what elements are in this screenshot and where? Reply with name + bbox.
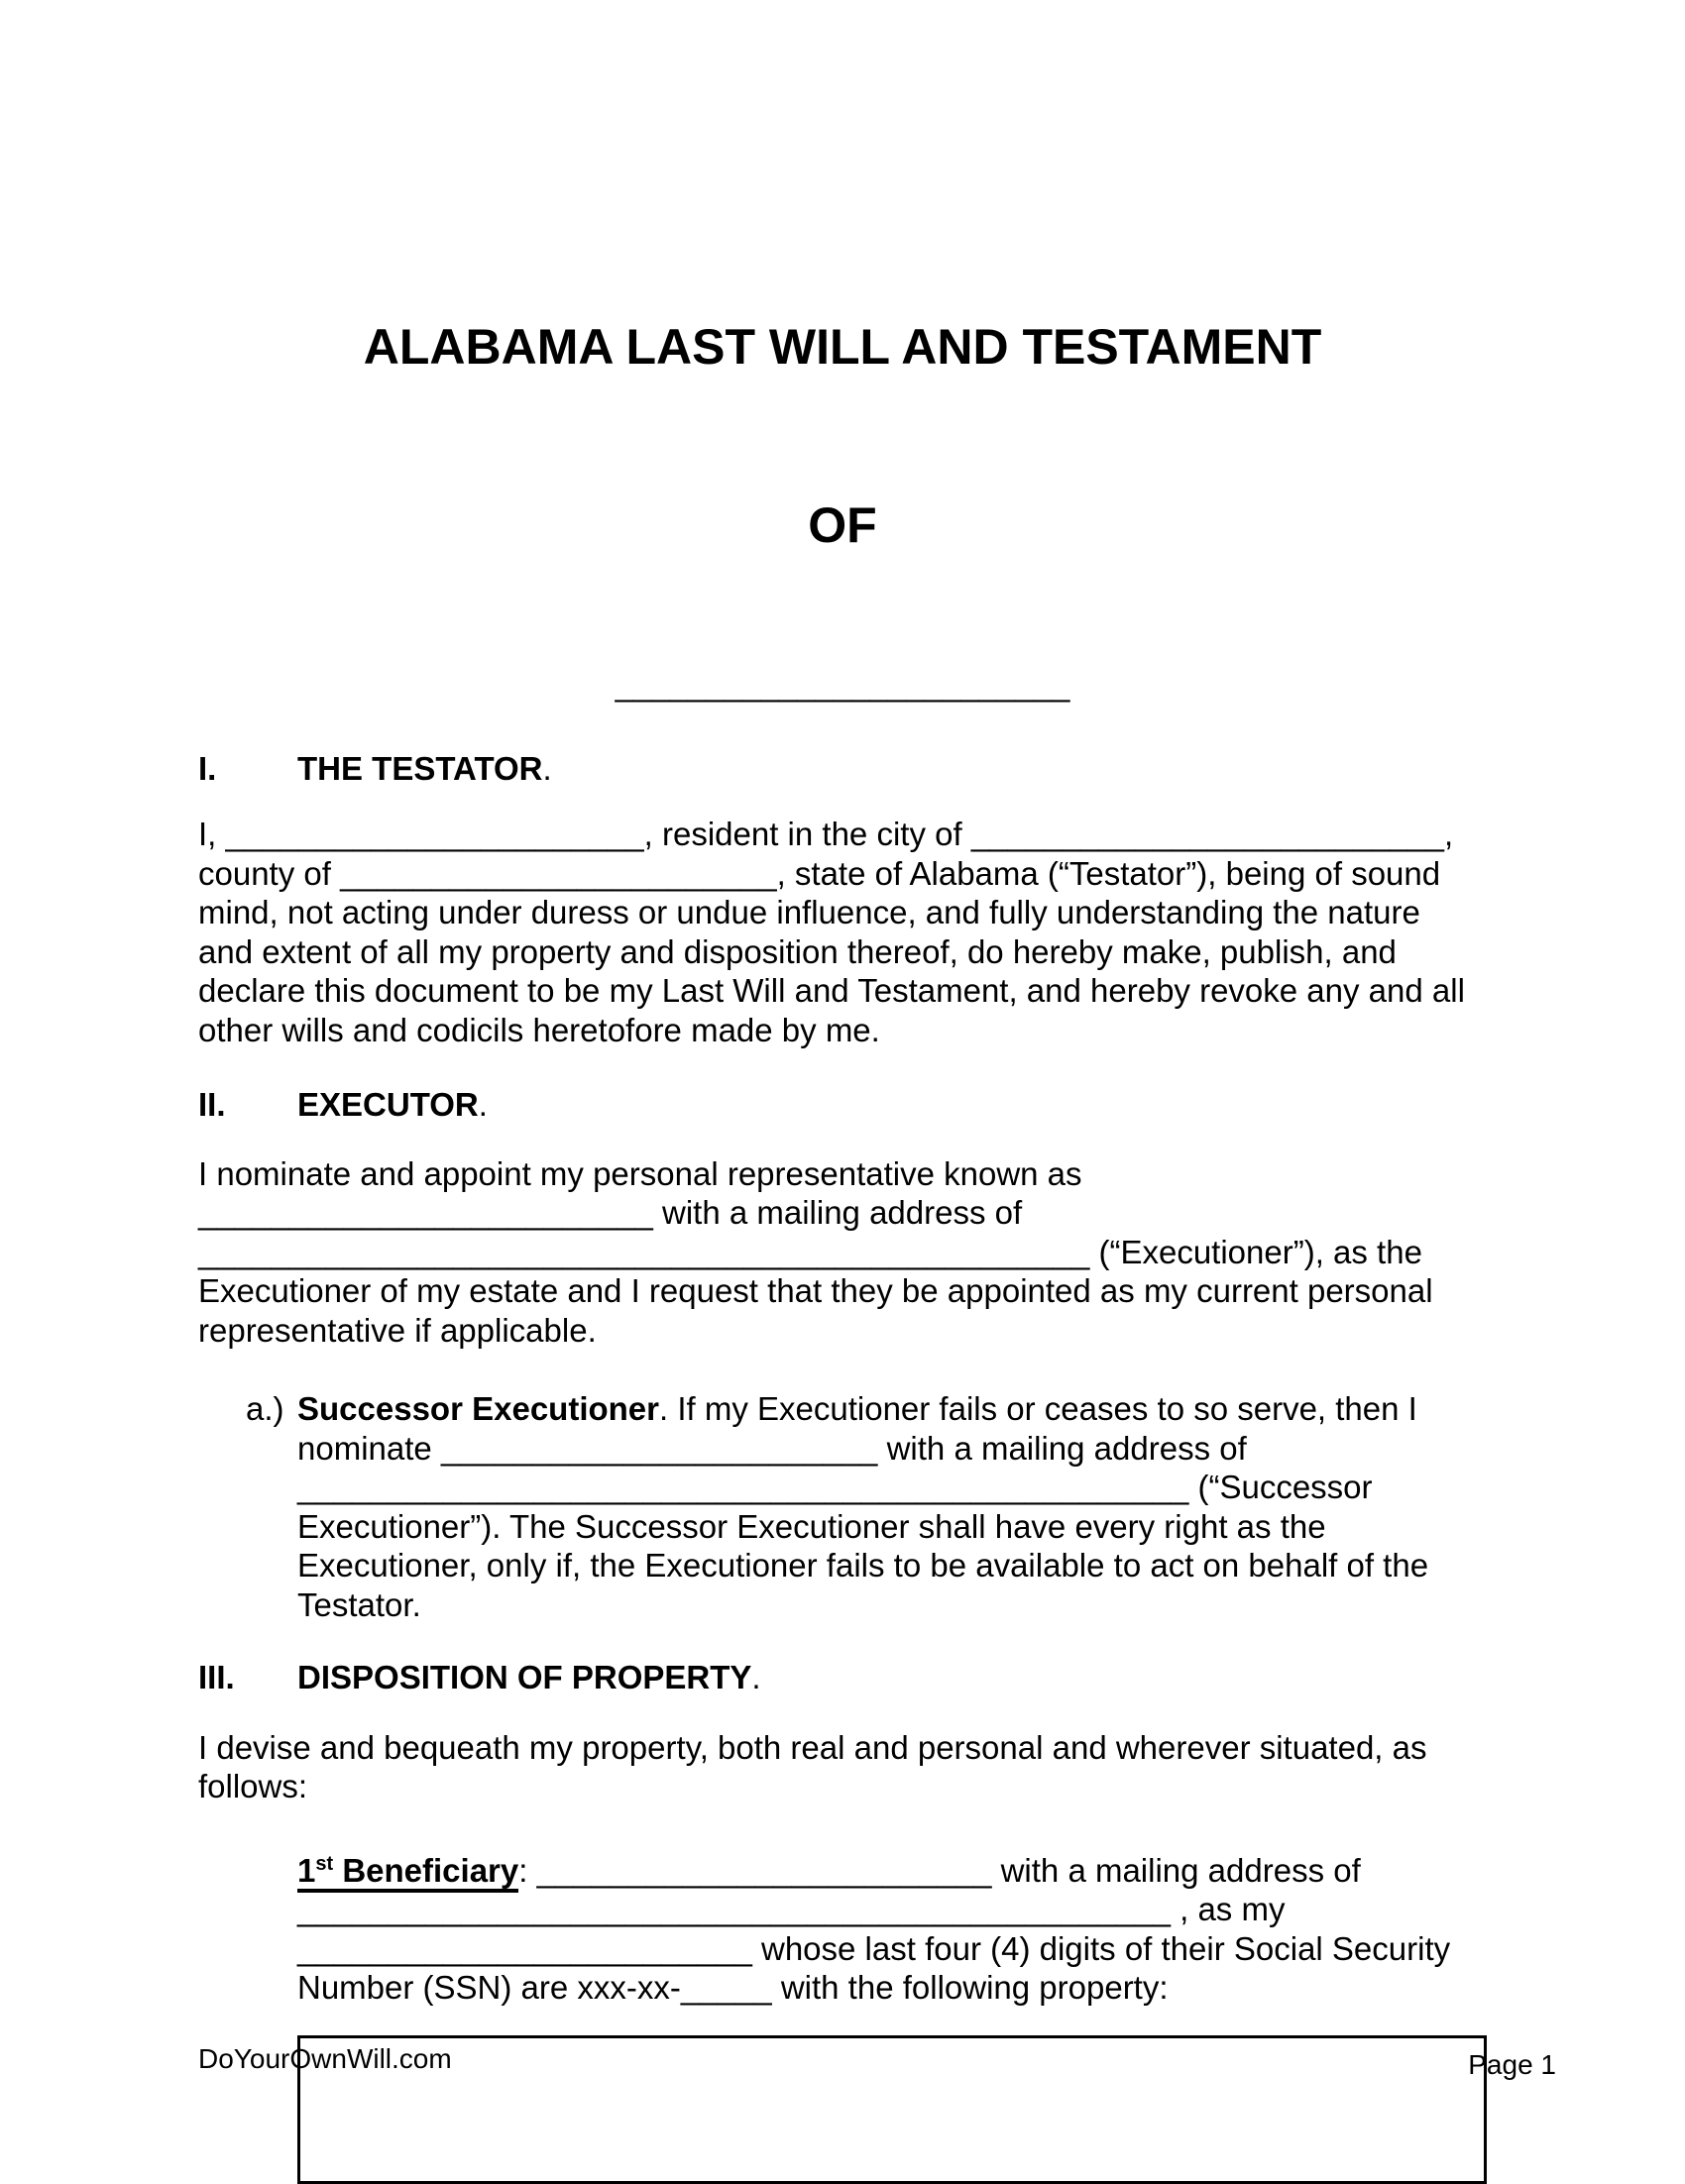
text-run: , xyxy=(1444,816,1454,852)
footer-page-number: Page 1 xyxy=(1468,2049,1556,2080)
line xyxy=(198,932,1487,972)
document-content xyxy=(198,0,1487,2184)
beneficiary-address-blank: ________________________________________________ xyxy=(297,1891,1171,1927)
text-run: I, xyxy=(198,816,226,852)
section-title-period: . xyxy=(542,749,552,787)
para-first-beneficiary xyxy=(297,1851,1487,2008)
executor-address-blank: _________________________________________________ xyxy=(198,1233,1090,1270)
text-run: follows: xyxy=(198,1768,308,1804)
heading-executor xyxy=(198,1085,1487,1125)
line xyxy=(198,893,1487,932)
text-run: Number (SSN) are xxx-xx- xyxy=(297,1969,681,2006)
text-run: , resident in the city of xyxy=(643,816,971,852)
text-run: declare this document to be my Last Will and Testament, and hereby revoke any and all xyxy=(198,972,1465,1009)
line xyxy=(297,1546,1487,1585)
text-run: and extent of all my property and disposition thereof, do hereby make, publish, and xyxy=(198,932,1397,970)
ssn-last4-blank: _____ xyxy=(680,1969,772,2006)
document-title-line2: OF xyxy=(808,497,877,553)
document-title-line1: ALABAMA LAST WILL AND TESTAMENT xyxy=(363,319,1322,375)
text-run: with a mailing address of xyxy=(877,1429,1247,1467)
heading-testator xyxy=(198,749,1487,789)
text-run: Executioner, only if, the Executioner fails to be available to act on behalf of the xyxy=(297,1547,1429,1583)
text-run: . If my Executioner fails or ceases to so serve, then I xyxy=(659,1390,1417,1427)
line xyxy=(297,1429,1487,1469)
line xyxy=(198,854,1487,894)
line xyxy=(198,1154,1487,1194)
heading-disposition xyxy=(198,1658,1487,1697)
footer-site-text: DoYourOwnWill.com xyxy=(198,2043,452,2074)
line xyxy=(246,1389,1487,1429)
text-run: 1 xyxy=(297,1851,316,1889)
text-run: with a mailing address of xyxy=(652,1194,1023,1231)
first-beneficiary-label xyxy=(297,1852,518,1893)
testator-name-blank: _______________________ xyxy=(225,816,644,852)
beneficiary-relationship-blank: _________________________ xyxy=(297,1929,752,1967)
text-run: Successor Executioner xyxy=(297,1390,659,1427)
line xyxy=(297,1929,1487,1969)
text-run: county of xyxy=(198,854,341,892)
text-run: I nominate and appoint my personal representative known as xyxy=(198,1154,1082,1192)
text-run: (“Successor xyxy=(1188,1469,1373,1505)
text-run: st xyxy=(315,1852,334,1875)
section-title-period: . xyxy=(751,1659,761,1695)
text-run: Testator. xyxy=(297,1585,421,1623)
line xyxy=(297,1507,1487,1547)
line xyxy=(198,1233,1487,1272)
para-testator xyxy=(198,815,1487,1049)
text-run: with the following property: xyxy=(771,1969,1169,2006)
property-description-box xyxy=(297,2035,1487,2184)
text-run: with a mailing address of xyxy=(991,1851,1361,1889)
line xyxy=(198,1011,1487,1050)
text-run: whose last four (4) digits of their Social Security xyxy=(751,1929,1451,1967)
text-run: a.) xyxy=(246,1390,293,1427)
line xyxy=(198,815,1487,854)
text-run: : xyxy=(518,1851,537,1889)
line xyxy=(198,971,1487,1011)
document-body xyxy=(198,749,1487,2184)
text-run: , state of Alabama (“Testator”), being of sound xyxy=(776,854,1441,892)
text-run: representative if applicable. xyxy=(198,1311,597,1349)
text-run: (“Executioner”), as the xyxy=(1089,1233,1422,1270)
line xyxy=(297,1468,1487,1507)
beneficiary-name-blank: _________________________ xyxy=(536,1851,992,1889)
section-title: EXECUTOR xyxy=(297,1086,479,1123)
section-number: III. xyxy=(198,1659,235,1695)
line xyxy=(297,1890,1487,1929)
city-blank: __________________________ xyxy=(970,816,1444,852)
line xyxy=(198,1271,1487,1311)
text-run: other wills and codicils heretofore made by me. xyxy=(198,1011,880,1048)
line xyxy=(198,1728,1487,1768)
executor-name-blank: _________________________ xyxy=(198,1194,653,1231)
text-run: I devise and bequeath my property, both real and personal and wherever situated, as xyxy=(198,1728,1427,1766)
line xyxy=(198,1311,1487,1351)
text-run: Executioner”). The Successor Executioner shall have every right as the xyxy=(297,1507,1326,1545)
testator-title-name-blank: _________________________ xyxy=(615,666,1070,703)
successor-address-blank: _________________________________________________ xyxy=(297,1469,1189,1505)
county-blank: ________________________ xyxy=(340,854,777,892)
text-run: nominate xyxy=(297,1429,441,1467)
text-run: Beneficiary xyxy=(333,1851,519,1889)
para-executor xyxy=(198,1154,1487,1351)
para-disposition xyxy=(198,1728,1487,1806)
section-number: II. xyxy=(198,1086,226,1123)
line xyxy=(297,1851,1487,1891)
document-title xyxy=(198,198,1487,674)
section-title: THE TESTATOR xyxy=(297,749,543,787)
section-title-period: . xyxy=(478,1086,488,1123)
text-run: , as my xyxy=(1170,1891,1286,1927)
section-title: DISPOSITION OF PROPERTY xyxy=(297,1659,752,1695)
line xyxy=(297,1968,1487,2008)
text-run: Executioner of my estate and I request that they be appointed as my current personal xyxy=(198,1272,1433,1309)
line xyxy=(198,1193,1487,1233)
line xyxy=(297,1585,1487,1625)
text-run: mind, not acting under duress or undue influence, and fully understanding the nature xyxy=(198,894,1420,930)
section-number: I. xyxy=(198,749,217,787)
successor-name-blank: ________________________ xyxy=(440,1429,878,1467)
para-successor-executioner xyxy=(246,1389,1487,1624)
line xyxy=(198,1767,1487,1806)
